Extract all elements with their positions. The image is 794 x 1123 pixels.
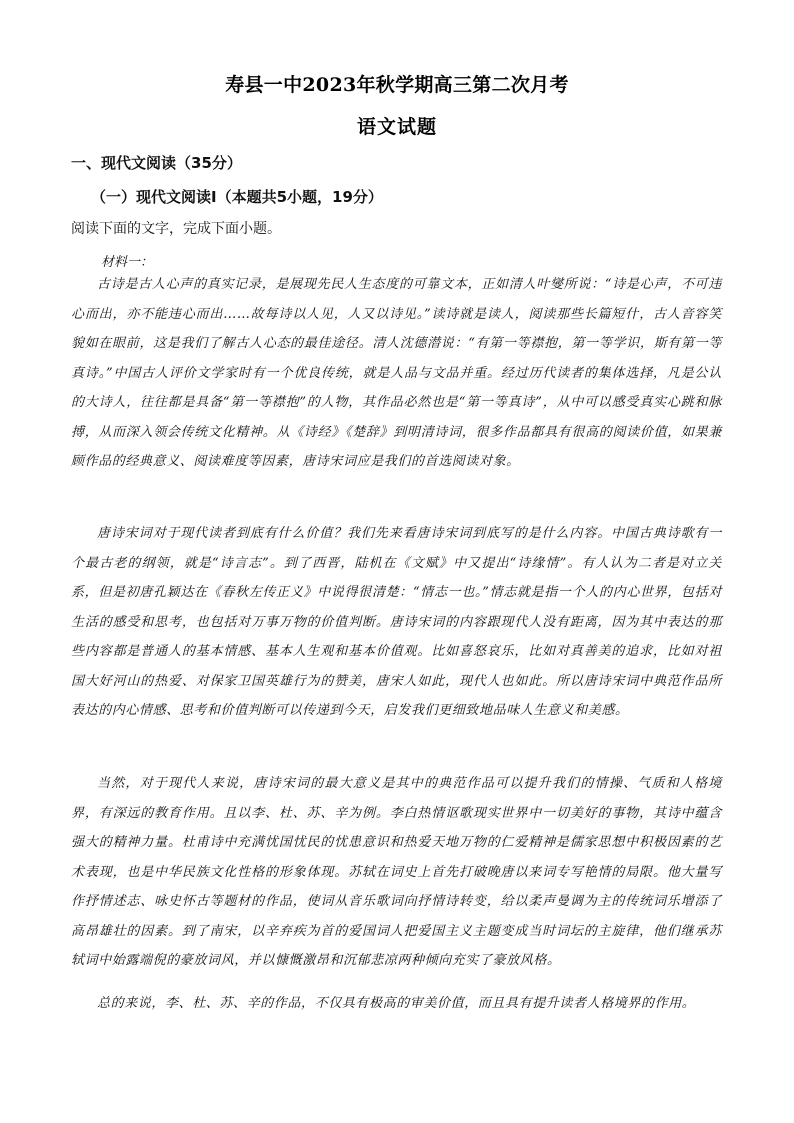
reading-instruction: 阅读下面的文字，完成下面小题。 [71,221,281,237]
paragraph-text: 当然，对于现代人来说，唐诗宋词的最大意义是其中的典范作品可以提升我们的情操、气质和人格境界，有深远的教育作用。且以李、杜、苏、辛为例。李白热情讴歌现实世界中一切美好的事物，其诗中蕴含强大的精神力量。杜甫诗中充满忧国忧民的忧患意识和热爱天地万物的仁爱精神是儒家思想中积极因素的艺术表现，也是中华民族文化性格的形象体现。苏轼在词史上首先打破晚唐以来词专写艳情的局限。他大量写作抒情述志、咏史怀古等题材的作品，使词从音乐歌词向抒情诗转变，给以柔声曼调为主的传统词乐增添了高昂雄壮的因素。到了南宋，以辛弃疾为首的爱国词人把爱国主义主题变成当时词坛的主旋律，他们继承苏轼词中始露端倪的豪放词风，并以慷慨激昂和沉郁悲凉两种倾向充实了豪放风格。 [71,776,722,968]
material-paragraph-2 [71,519,722,726]
material-paragraph-3 [71,769,722,976]
section-heading: 一、现代文阅读（35分） [71,154,242,172]
section-subheading: （一）现代文阅读Ⅰ（本题共5小题，19分） [91,188,383,206]
paragraph-text: 古诗是古人心声的真实记录，是展现先民人生态度的可靠文本，正如清人叶燮所说：“诗是心声，不可违心而出，亦不能违心而出……故每诗以人见，人又以诗见。”读诗就是读人，阅读那些长篇短什，古人音容笑貌如在眼前，这是我们了解古人心态的最佳途径。清人沈德潜说：“有第一等襟抱，第一等学识，斯有第一等真诗。”中国古人评价文学家时有一个优良传统，就是人品与文品并重。经过历代读者的集体选择，凡是公认的大诗人，往往都是具备“第一等襟抱”的人物，其作品必然也是“第一等真诗”，从中可以感受真实心跳和脉搏，从而深入领会传统文化精神。从《诗经》《楚辞》到明清诗词，很多作品都具有很高的阅读价值，如果兼顾作品的经典意义、阅读难度等因素，唐诗宋词应是我们的首选阅读对象。 [71,277,722,469]
exam-subtitle: 语文试题 [356,116,437,138]
paragraph-text: 唐诗宋词对于现代读者到底有什么价值？我们先来看唐诗宋词到底写的是什么内容。中国古典诗歌有一个最古老的纲领，就是“诗言志”。到了西晋，陆机在《文赋》中又提出“诗缘情”。有人认为二者是对立关系，但是初唐孔颖达在《春秋左传正义》中说得很清楚：“情志一也。”情志就是指一个人的内心世界，包括对生活的感受和思考，也包括对万事万物的价值判断。唐诗宋词的内容跟现代人没有距离，因为其中表达的那些内容都是普通人的基本情感、基本人生观和基本价值观。比如喜怒哀乐，比如对真善美的追求，比如对祖国大好河山的热爱、对保家卫国英雄行为的赞美，唐宋人如此，现代人也如此。所以唐诗宋词中典范作品所表达的内心情感、思考和价值判断可以传递到今天，启发我们更细致地品味人生意义和美感。 [71,526,722,718]
material-paragraph-1 [71,270,722,477]
paragraph-text: 总的来说，李、杜、苏、辛的作品，不仅具有极高的审美价值，而且具有提升读者人格境界的作用。 [97,996,696,1011]
material-label: 材料一： [101,255,154,270]
material-paragraph-4 [71,989,722,1019]
exam-title: 寿县一中2023年秋学期高三第二次月考 [225,74,569,96]
